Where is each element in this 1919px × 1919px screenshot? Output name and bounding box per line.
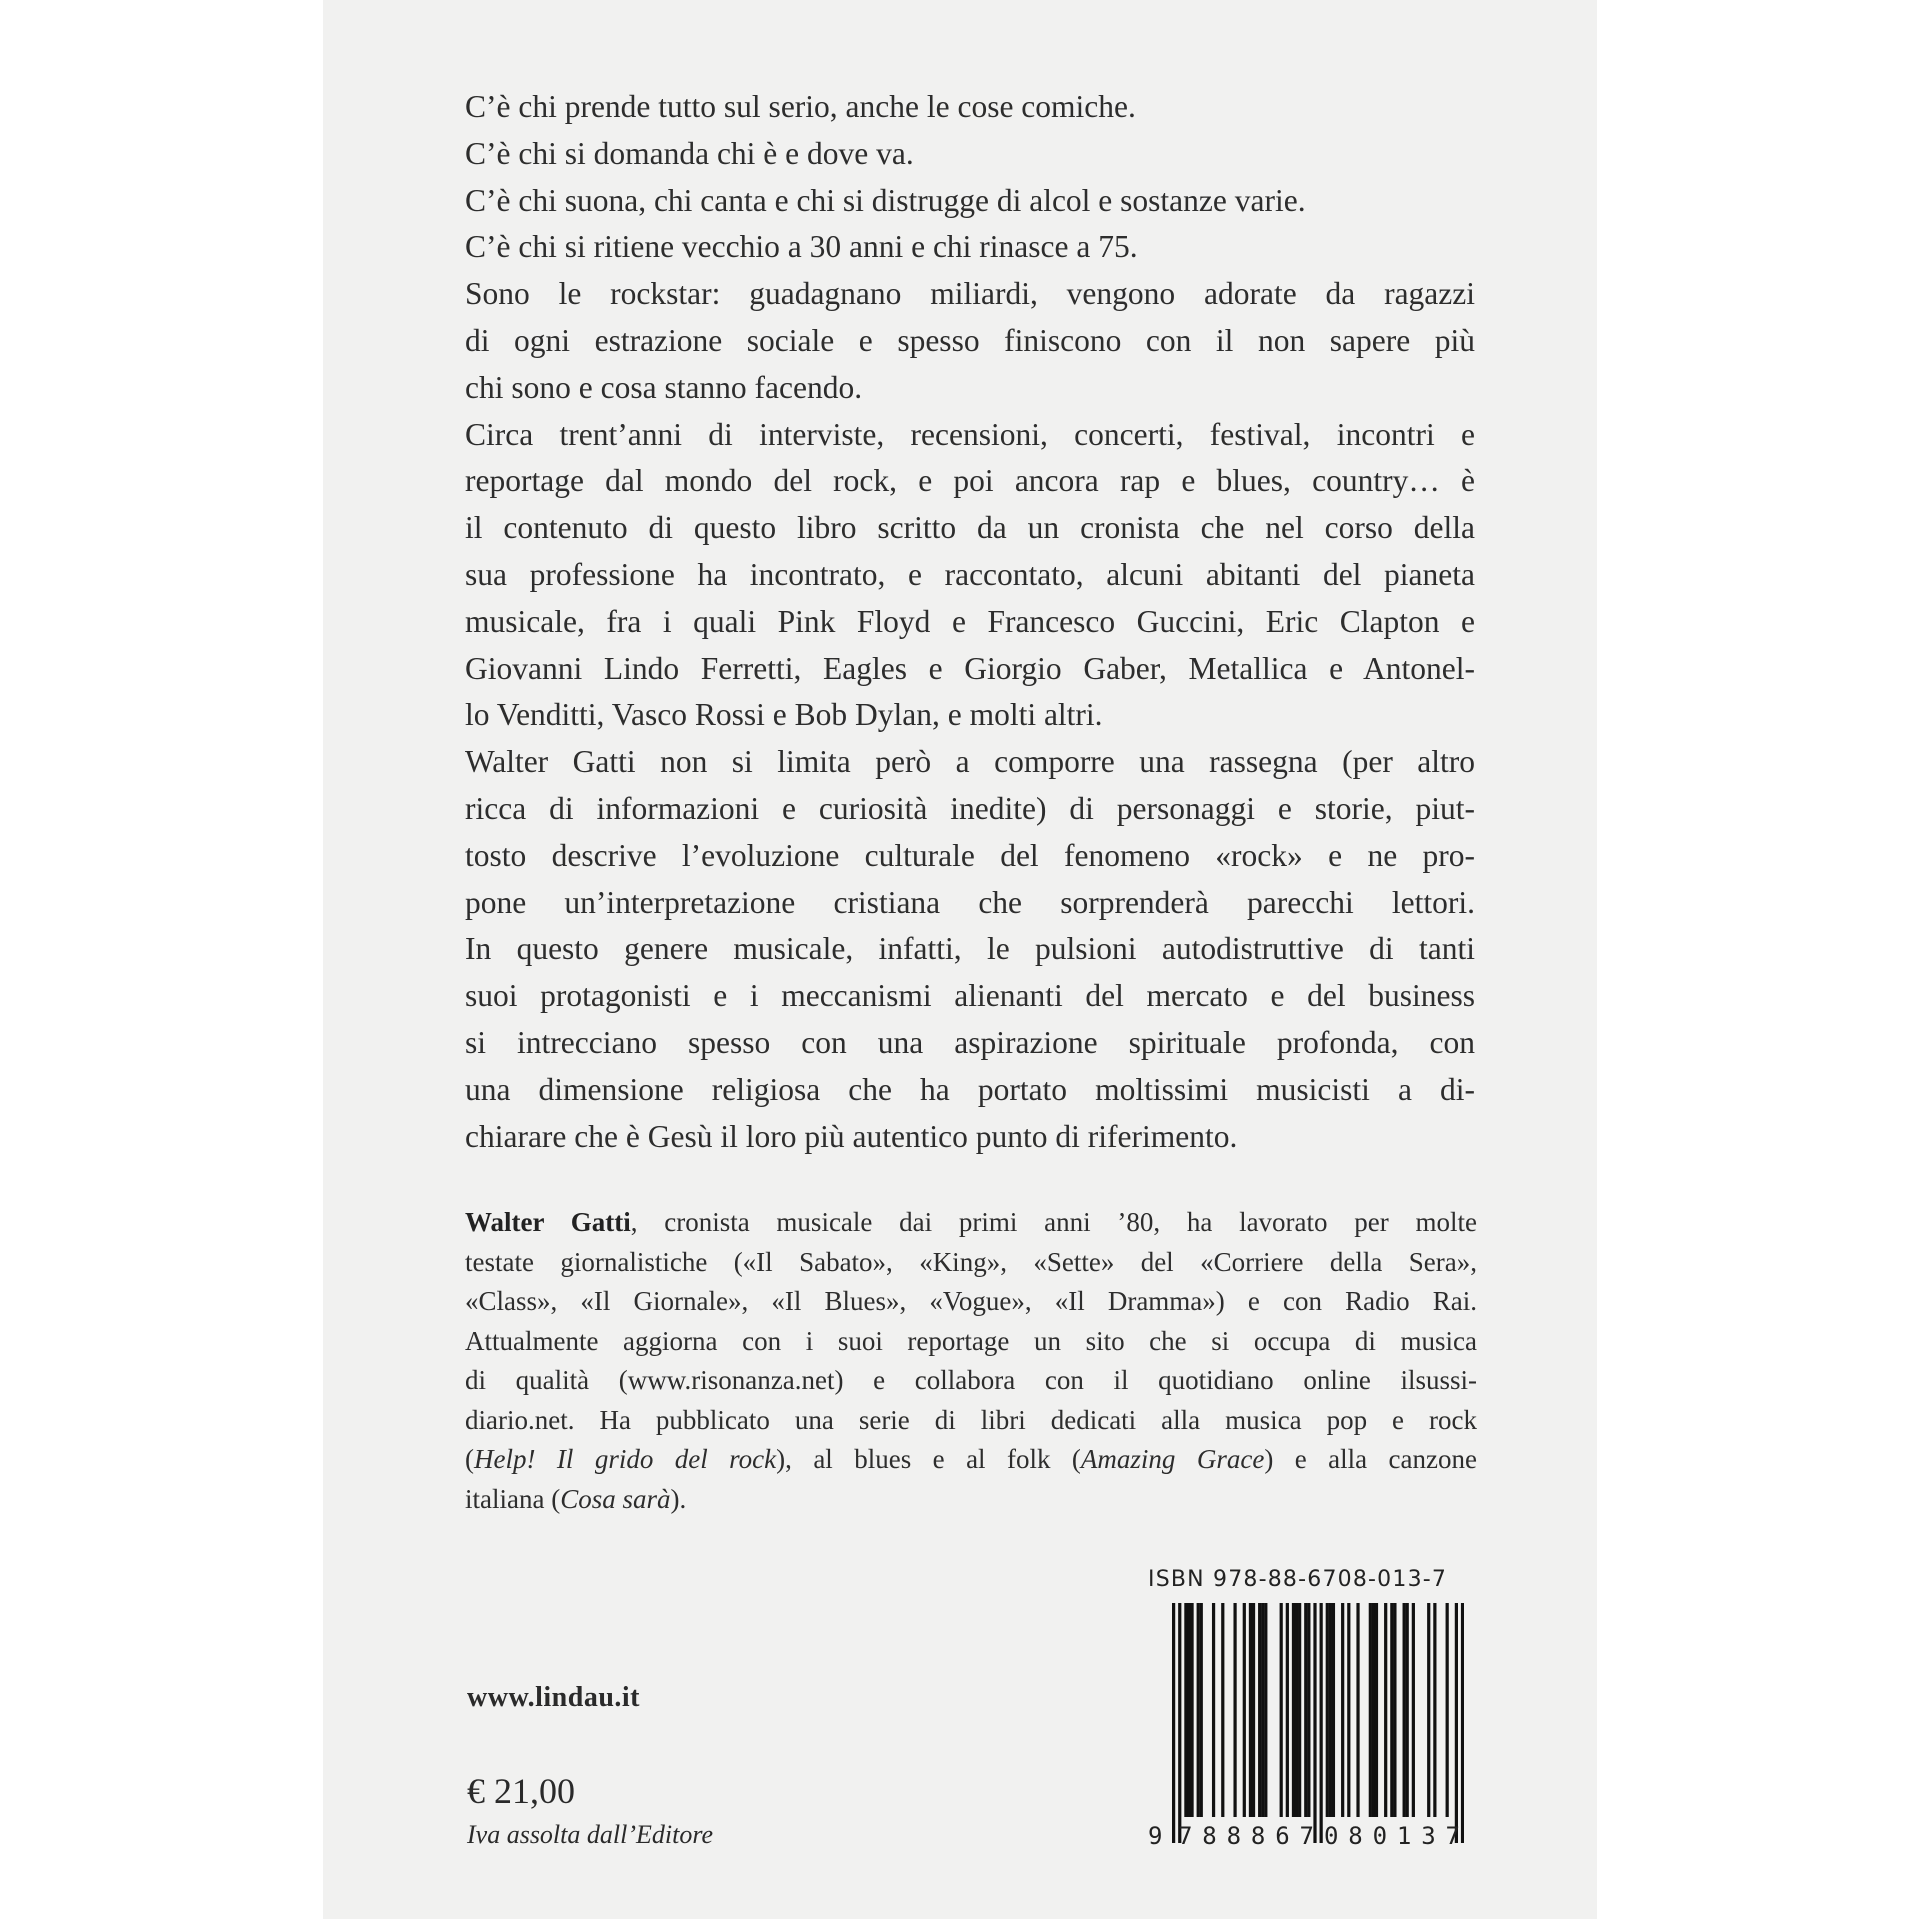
- barcode-bar: [1178, 1603, 1181, 1843]
- book-title: Amazing Grace: [1080, 1444, 1265, 1474]
- blurb-line: ricca di informazioni e curiosità inedite) di personaggi e storie, piut-: [465, 790, 1475, 826]
- barcode-bar: [1384, 1603, 1387, 1817]
- barcode-bar: [1403, 1603, 1406, 1817]
- book-title: Cosa sarà: [560, 1483, 671, 1514]
- blurb-line: C’è chi suona, chi canta e chi si distrugge di alcol e sostanze varie.: [465, 182, 1306, 218]
- barcode-bar: [1320, 1603, 1323, 1843]
- barcode-bar: [1356, 1603, 1359, 1817]
- barcode-bar: [1341, 1603, 1344, 1817]
- blurb-line: si intrecciano spesso con una aspirazione spirituale profonda, con: [465, 1024, 1475, 1060]
- barcode-bar: [1286, 1603, 1289, 1817]
- bio-line: testate giornalistiche («Il Sabato», «King», «Sette» del «Corriere della Sera»,: [465, 1246, 1477, 1277]
- blurb-line: Walter Gatti non si limita però a comporre una rassegna (per altro: [465, 744, 1475, 780]
- blurb-line: Sono le rockstar: guadagnano miliardi, vengono adorate da ragazzi: [465, 276, 1475, 312]
- barcode-bar: [1233, 1603, 1236, 1817]
- barcode-bar: [1212, 1603, 1215, 1817]
- barcode-bar: [1326, 1603, 1329, 1817]
- barcode-bar: [1329, 1603, 1332, 1817]
- bio-line: Attualmente aggiorna con i suoi reportage un sito che si occupa di musica: [465, 1325, 1477, 1356]
- bio-line: diario.net. Ha pubblicato una serie di libri dedicati alla musica pop e rock: [465, 1404, 1477, 1435]
- author-name: Walter Gatti: [465, 1207, 631, 1237]
- barcode-digits-right: 080137: [1324, 1822, 1460, 1850]
- barcode-bar: [1369, 1603, 1372, 1817]
- blurb-line: chiarare che è Gesù il loro più autentico punto di riferimento.: [465, 1118, 1238, 1154]
- barcode-icon: [1172, 1603, 1464, 1843]
- blurb-line: musicale, fra i quali Pink Floyd e Francesco Guccini, Eric Clapton e: [465, 603, 1475, 639]
- blurb-text: [465, 84, 1475, 1160]
- blurb-line: C’è chi prende tutto sul serio, anche le cose comiche.: [465, 89, 1136, 124]
- barcode-bar: [1461, 1603, 1464, 1843]
- author-bio: [465, 1203, 1477, 1519]
- barcode-bar: [1172, 1603, 1175, 1843]
- barcode-bar: [1221, 1603, 1224, 1817]
- isbn-label: ISBN 978-88-6708-013-7: [1148, 1567, 1448, 1592]
- barcode-bar: [1249, 1603, 1252, 1817]
- barcode-bar: [1200, 1603, 1203, 1817]
- barcode-bar: [1197, 1603, 1200, 1817]
- bio-line: (Help! Il grido del rock), al blues e al folk (Amazing Grace) e alla canzone: [465, 1444, 1477, 1474]
- barcode-bar: [1261, 1603, 1264, 1817]
- barcode-bar: [1304, 1603, 1307, 1817]
- blurb-line: lo Venditti, Vasco Rossi e Bob Dylan, e molti altri.: [465, 697, 1103, 733]
- blurb-line: chi sono e cosa stanno facendo.: [465, 369, 863, 405]
- barcode-bar: [1307, 1603, 1310, 1817]
- blurb-line: tosto descrive l’evoluzione culturale del fenomeno «rock» e ne pro-: [465, 837, 1475, 873]
- blurb-line: il contenuto di questo libro scritto da un cronista che nel corso della: [465, 510, 1475, 546]
- barcode-bar: [1347, 1603, 1350, 1817]
- barcode-bar: [1375, 1603, 1378, 1817]
- blurb-line: In questo genere musicale, infatti, le pulsioni autodistruttive di tanti: [465, 931, 1475, 967]
- barcode-bar: [1412, 1603, 1415, 1817]
- barcode-bar: [1190, 1603, 1193, 1817]
- bio-line: di qualità (www.risonanza.net) e collabora con il quotidiano online ilsussi-: [465, 1365, 1477, 1395]
- blurb-line: una dimensione religiosa che ha portato moltissimi musicisti a di-: [465, 1071, 1475, 1107]
- barcode-bar: [1280, 1603, 1283, 1817]
- barcode-bar: [1433, 1603, 1436, 1817]
- blurb-line: reportage dal mondo del rock, e poi ancora rap e blues, country… è: [465, 463, 1475, 499]
- vat-note: Iva assolta dall’Editore: [467, 1820, 714, 1849]
- barcode-digits: [1148, 1820, 1468, 1850]
- blurb-line: di ogni estrazione sociale e spesso finiscono con il non sapere più: [465, 322, 1475, 358]
- price: € 21,00: [467, 1771, 575, 1811]
- blurb-line: pone un’interpretazione cristiana che sorprenderà parecchi lettori.: [465, 884, 1475, 920]
- barcode-bar: [1298, 1603, 1301, 1817]
- barcode-bar: [1455, 1603, 1458, 1843]
- barcode-bar: [1184, 1603, 1187, 1817]
- barcode-bar: [1252, 1603, 1255, 1817]
- barcode-digits-left: 788867: [1178, 1822, 1314, 1850]
- barcode-bar: [1258, 1603, 1261, 1817]
- bio-line: «Class», «Il Giornale», «Il Blues», «Vogue», «Il Dramma») e con Radio Rai.: [465, 1286, 1477, 1316]
- barcode-bar: [1295, 1603, 1298, 1817]
- bio-line: Walter Gatti, cronista musicale dai primi anni ’80, ha lavorato per molte: [465, 1207, 1477, 1237]
- barcode-bar: [1332, 1603, 1335, 1817]
- barcode-bar: [1292, 1603, 1295, 1817]
- barcode-bar: [1313, 1603, 1316, 1843]
- blurb-line: C’è chi si domanda chi è e dove va.: [465, 135, 914, 171]
- publisher-website: www.lindau.it: [467, 1682, 640, 1713]
- barcode-bar: [1406, 1603, 1409, 1817]
- book-title: Help! Il grido del rock: [474, 1444, 777, 1474]
- barcode-bar: [1243, 1603, 1246, 1817]
- barcode-bar: [1372, 1603, 1375, 1817]
- bio-line: italiana (Cosa sarà).: [465, 1483, 687, 1514]
- barcode-bar: [1264, 1603, 1267, 1817]
- blurb-line: sua professione ha incontrato, e raccontato, alcuni abitanti del pianeta: [465, 556, 1475, 592]
- blurb-line: Giovanni Lindo Ferretti, Eagles e Giorgio Gaber, Metallica e Antonel-: [465, 650, 1475, 686]
- blurb-line: suoi protagonisti e i meccanismi alienanti del mercato e del business: [465, 978, 1475, 1014]
- barcode-bar: [1427, 1603, 1430, 1817]
- blurb-line: C’è chi si ritiene vecchio a 30 anni e chi rinasce a 75.: [465, 229, 1138, 265]
- blurb-line: Circa trent’anni di interviste, recensioni, concerti, festival, incontri e: [465, 416, 1475, 452]
- barcode-bar: [1446, 1603, 1449, 1817]
- barcode-bar: [1187, 1603, 1190, 1817]
- barcode-digit-first: 9: [1148, 1822, 1163, 1850]
- barcode-bar: [1390, 1603, 1393, 1817]
- barcode-bar: [1393, 1603, 1396, 1817]
